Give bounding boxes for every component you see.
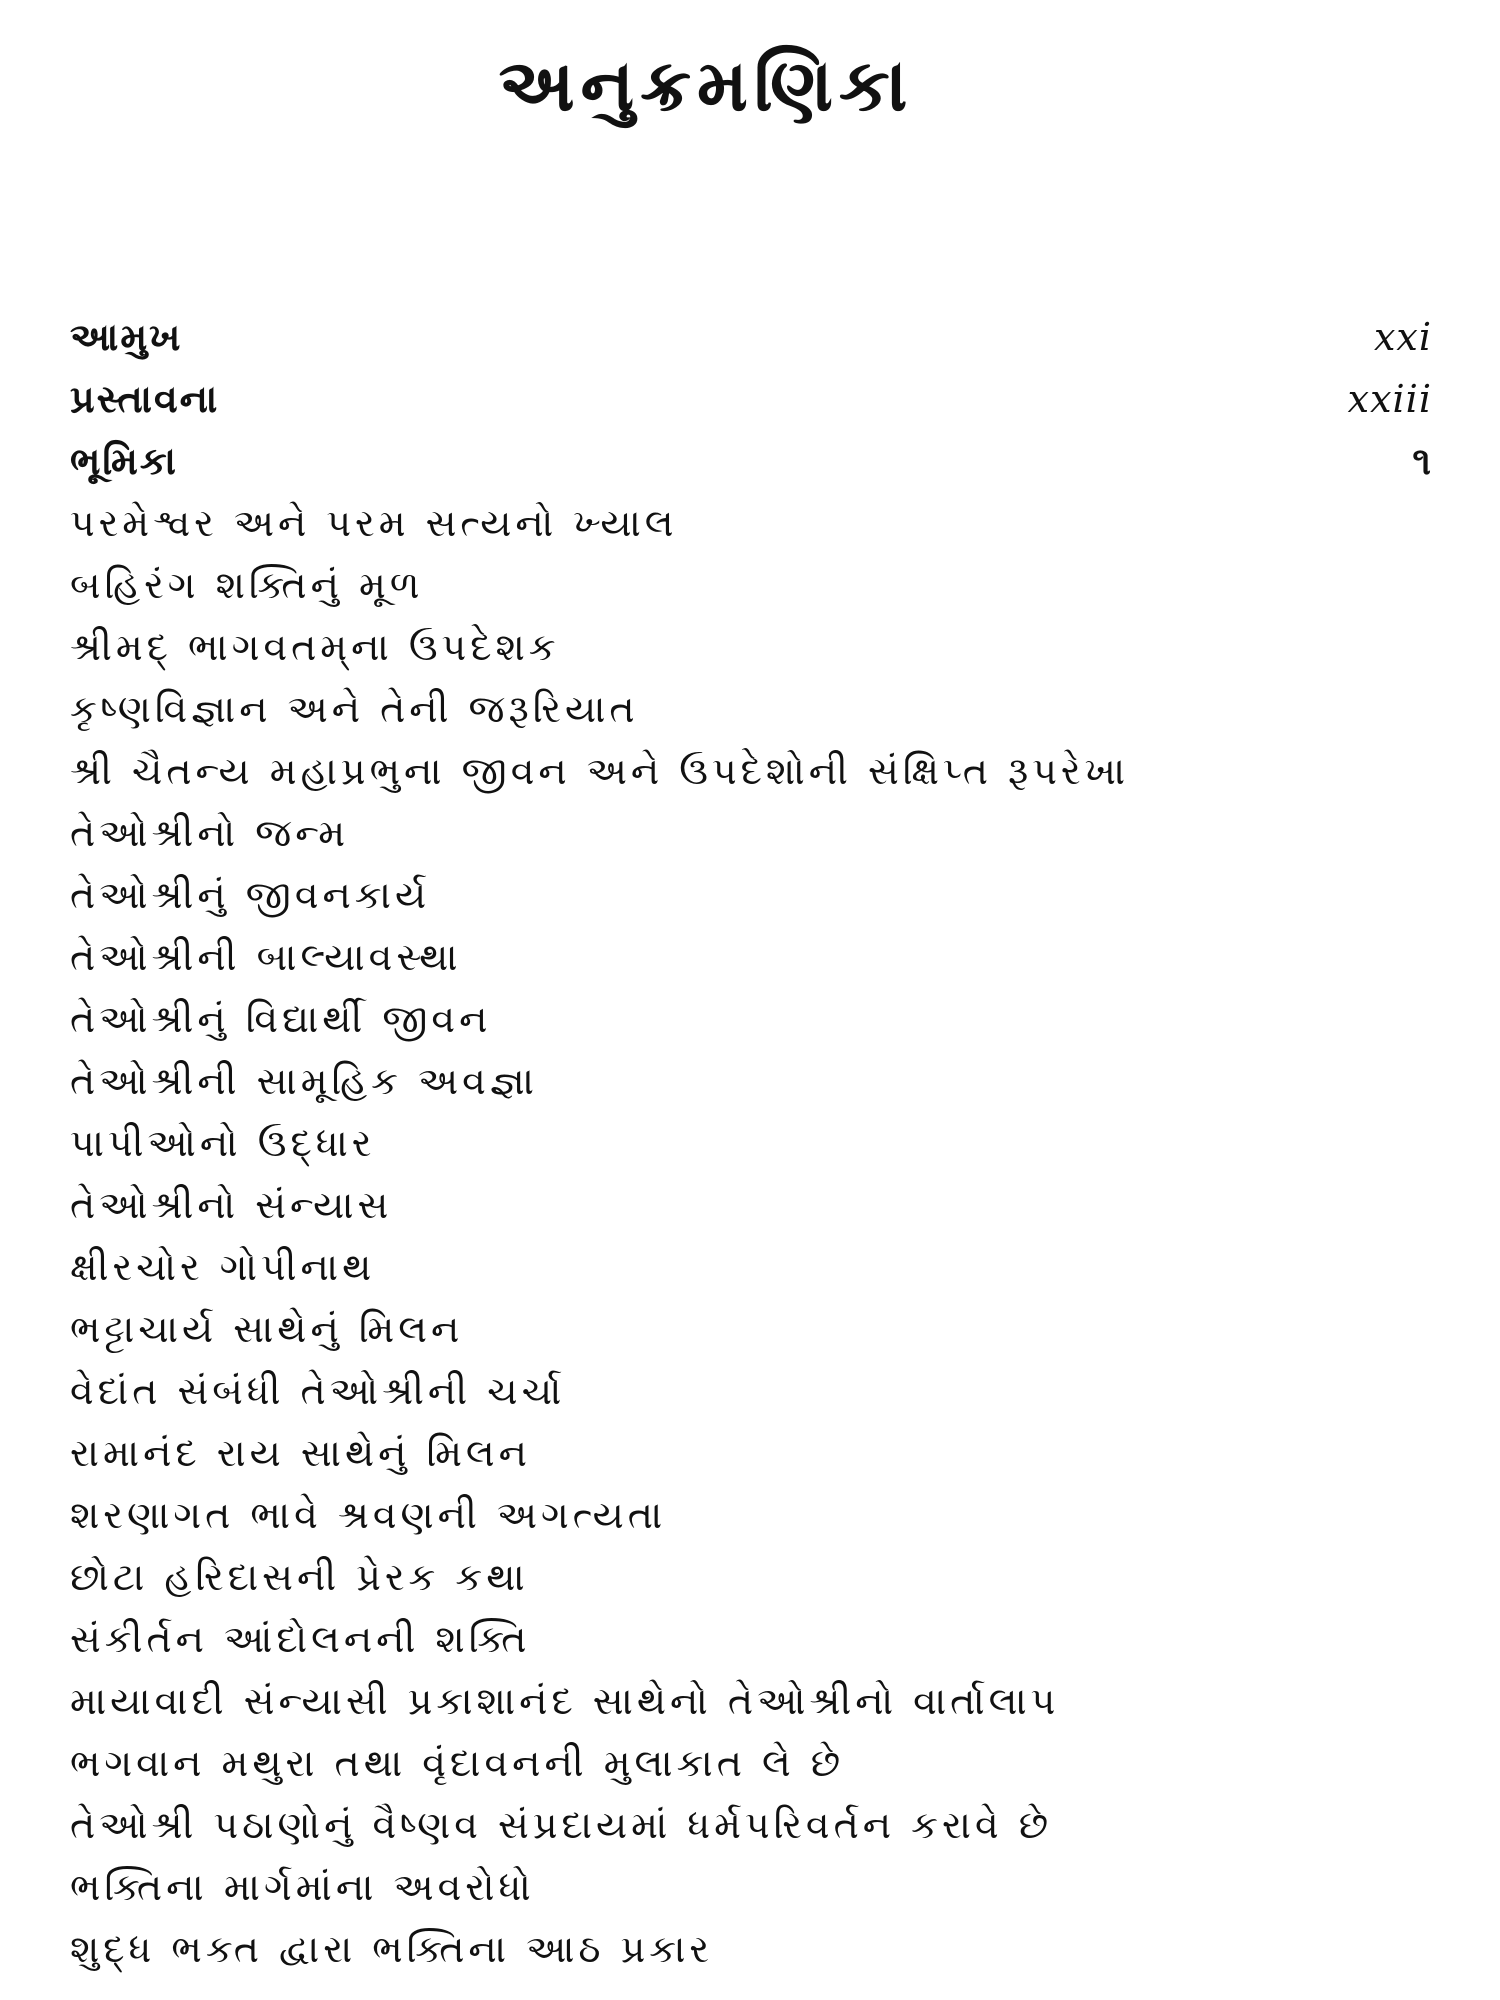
toc-entry-page-number: xxiii — [1347, 377, 1432, 421]
toc-entry — [70, 1360, 1432, 1422]
toc-entry-label: બહિરંગ શક્તિનું મૂળ — [70, 563, 424, 607]
toc-entry-label: ક્ષીરચોર ગોપીનાથ — [70, 1245, 376, 1289]
toc-entry-label: તેઓશ્રીનું વિદ્યાર્થી જીવન — [70, 997, 492, 1041]
toc-entry-label: પ્રસ્તાવના — [70, 377, 220, 421]
toc-entry — [70, 1112, 1432, 1174]
toc-entry-label: શુદ્ધ ભક્ત દ્વારા ભક્તિના આઠ પ્રકાર — [70, 1927, 714, 1971]
toc-entry-label: ભૂમિકા — [70, 439, 178, 483]
toc-entry-label: તેઓશ્રીનું જીવનકાર્ય — [70, 873, 431, 917]
toc-entry — [70, 926, 1432, 988]
toc-entry — [70, 802, 1432, 864]
toc-entry-label: છોટા હરિદાસની પ્રેરક કથા — [70, 1555, 529, 1599]
toc-entry — [70, 306, 1432, 368]
toc-entry — [70, 492, 1432, 554]
toc-entry — [70, 554, 1432, 616]
toc-entry — [70, 430, 1432, 492]
toc-entry — [70, 1050, 1432, 1112]
toc-entry-label: પરમેશ્વર અને પરમ સત્યનો ખ્યાલ — [70, 501, 678, 545]
toc-entry-label: કૃષ્ણવિજ્ઞાન અને તેની જરૂરિયાત — [70, 687, 639, 731]
toc-entry-label: ભક્તિના માર્ગમાંના અવરોધો — [70, 1865, 535, 1909]
toc-entry-label: તેઓશ્રીની બાલ્યાવસ્થા — [70, 935, 462, 979]
toc-entry-label: ભટ્ટાચાર્ય સાથેનું મિલન — [70, 1307, 464, 1351]
toc-entry — [70, 1794, 1432, 1856]
toc-entry — [70, 1546, 1432, 1608]
toc-entry — [70, 988, 1432, 1050]
toc-entry — [70, 1732, 1432, 1794]
toc-entry — [70, 1236, 1432, 1298]
toc-entry — [70, 1484, 1432, 1546]
table-of-contents — [70, 306, 1432, 1980]
toc-entry-page-number: xxi — [1373, 315, 1432, 359]
toc-entry-label: તેઓશ્રી પઠાણોનું વૈષ્ણવ સંપ્રદાયમાં ધર્મપરિવર્તન કરાવે છે — [70, 1803, 1053, 1847]
toc-entry-label: માયાવાદી સંન્યાસી પ્રકાશાનંદ સાથેનો તેઓશ્રીનો વાર્તાલાપ — [70, 1679, 1060, 1723]
toc-entry-label: આમુખ — [70, 315, 183, 359]
toc-entry — [70, 1174, 1432, 1236]
toc-entry-label: પાપીઓનો ઉદ્ધાર — [70, 1121, 376, 1165]
toc-entry-label: શ્રીમદ્ ભાગવતમ્‌ના ઉપદેશક — [70, 625, 560, 669]
toc-entry — [70, 1298, 1432, 1360]
toc-entry-label: તેઓશ્રીનો સંન્યાસ — [70, 1183, 393, 1227]
toc-entry — [70, 616, 1432, 678]
toc-entry — [70, 1608, 1432, 1670]
toc-entry — [70, 740, 1432, 802]
toc-entry-label: વેદાંત સંબંધી તેઓશ્રીની ચર્ચા — [70, 1369, 566, 1413]
toc-entry — [70, 1670, 1432, 1732]
toc-entry — [70, 368, 1432, 430]
toc-entry-label: શરણાગત ભાવે શ્રવણની અગત્યતા — [70, 1493, 667, 1537]
toc-entry-page-number: ૧ — [1412, 439, 1432, 483]
toc-entry — [70, 864, 1432, 926]
toc-entry — [70, 1918, 1432, 1980]
toc-entry — [70, 1422, 1432, 1484]
toc-entry — [70, 1856, 1432, 1918]
toc-entry-label: શ્રી ચૈતન્ય મહાપ્રભુના જીવન અને ઉપદેશોની સંક્ષિપ્ત રૂપરેખા — [70, 749, 1130, 793]
toc-entry-label: ભગવાન મથુરા તથા વૃંદાવનની મુલાકાત લે છે — [70, 1741, 845, 1785]
toc-entry-label: સંકીર્તન આંદોલનની શક્તિ — [70, 1617, 531, 1661]
toc-entry-label: તેઓશ્રીનો જન્મ — [70, 811, 350, 855]
toc-entry-label: તેઓશ્રીની સામૂહિક અવજ્ઞા — [70, 1059, 538, 1103]
toc-entry-label: રામાનંદ રાય સાથેનું મિલન — [70, 1431, 531, 1475]
page-title: અનુક્રમણિકા — [498, 43, 914, 127]
toc-entry — [70, 678, 1432, 740]
